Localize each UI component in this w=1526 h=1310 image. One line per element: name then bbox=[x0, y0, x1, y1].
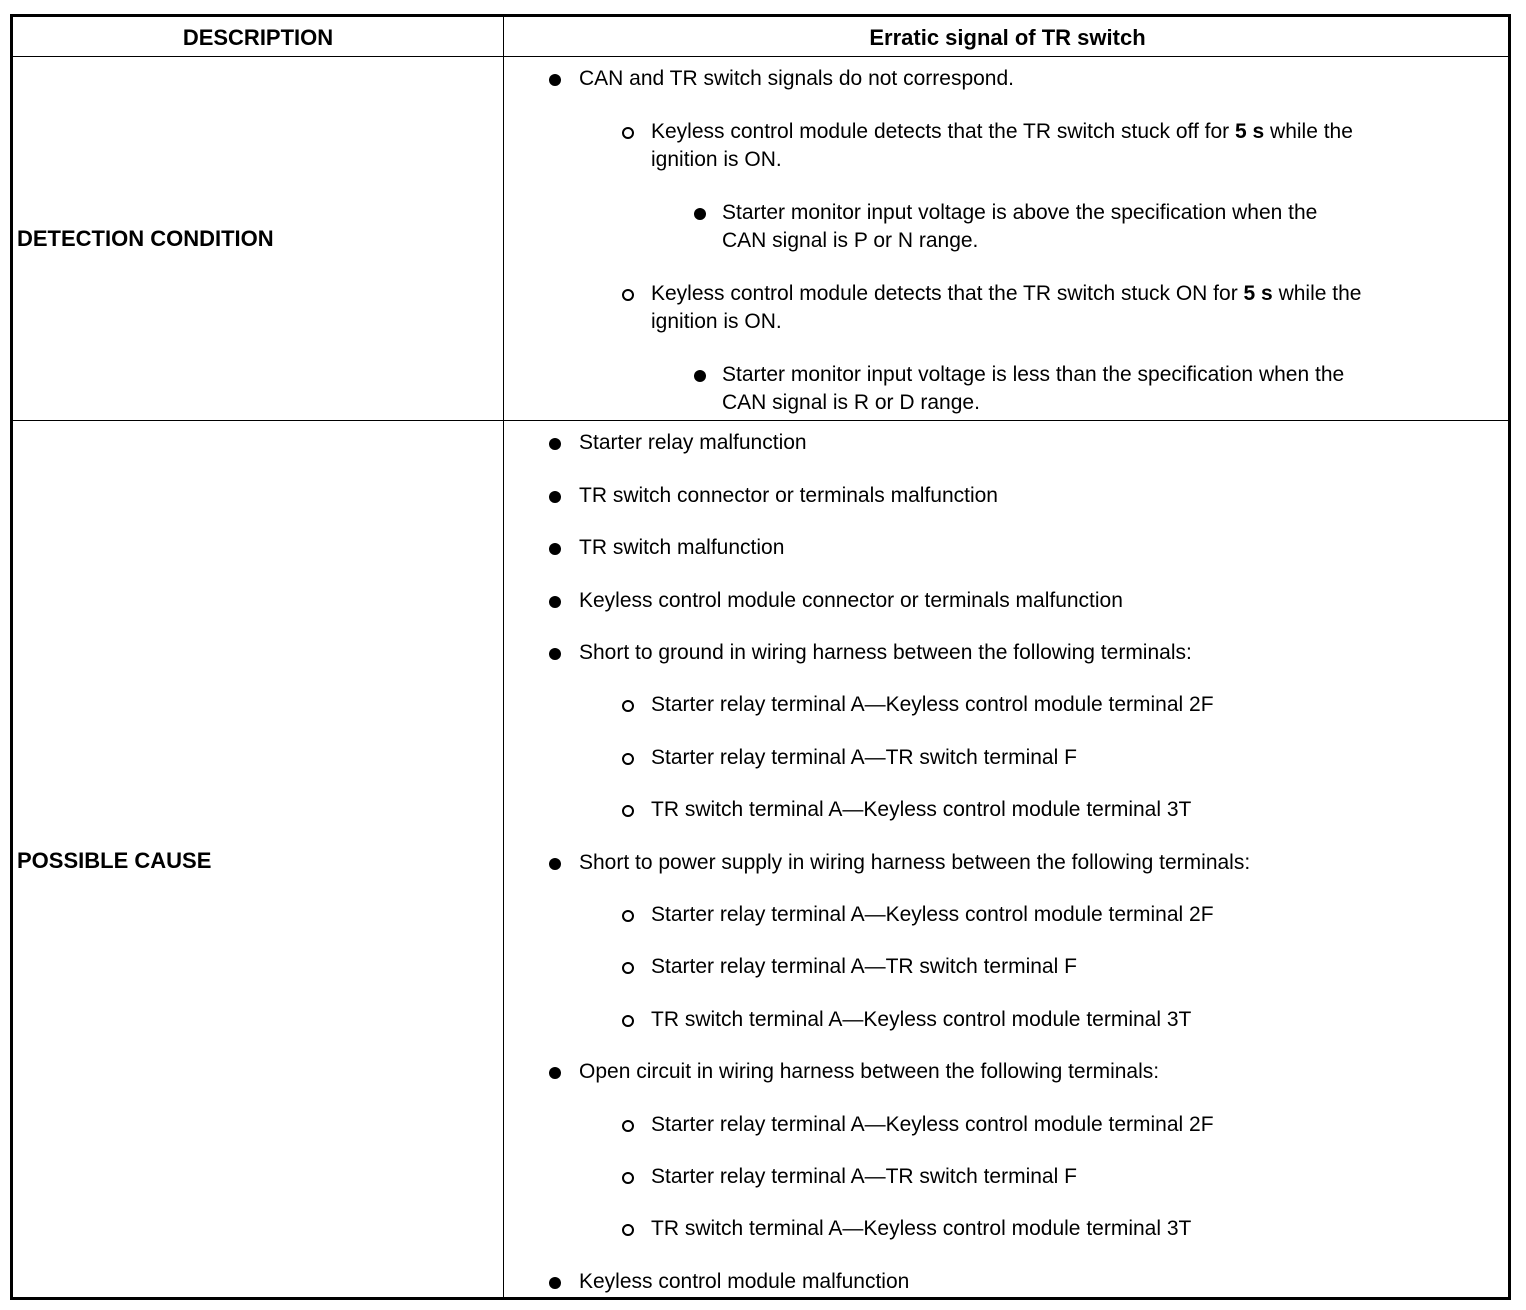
cause-subitem: Starter relay terminal A—TR switch terminal F bbox=[651, 746, 1077, 769]
cause-item: Starter relay malfunction bbox=[579, 431, 807, 454]
cause-subitem: Starter relay terminal A—Keyless control module terminal 2F bbox=[651, 693, 1214, 716]
cause-subitem: Starter relay terminal A—Keyless control module terminal 2F bbox=[651, 903, 1214, 926]
bullet-icon bbox=[549, 491, 561, 503]
cause-item: Keyless control module malfunction bbox=[579, 1270, 910, 1293]
detection-text: ignition is ON. bbox=[651, 310, 782, 333]
header-title: Erratic signal of TR switch bbox=[869, 25, 1146, 50]
bullet-icon bbox=[549, 858, 561, 870]
detection-text: CAN signal is P or N range. bbox=[722, 229, 979, 252]
cause-item: Short to ground in wiring harness between the following terminals: bbox=[579, 641, 1192, 664]
header-description: DESCRIPTION bbox=[182, 25, 334, 50]
column-divider bbox=[503, 17, 504, 1297]
detection-subsubitem bbox=[722, 361, 1344, 417]
diagnostic-table bbox=[10, 14, 1511, 1300]
cause-subitem: TR switch terminal A—Keyless control module terminal 3T bbox=[651, 798, 1192, 821]
bullet-icon bbox=[549, 438, 561, 450]
detection-text: CAN and TR switch signals do not correspond. bbox=[579, 67, 1014, 90]
cause-subitem: TR switch terminal A—Keyless control module terminal 3T bbox=[651, 1217, 1192, 1240]
hollow-bullet-icon bbox=[622, 1172, 634, 1184]
detection-subitem bbox=[651, 118, 1353, 174]
row-divider bbox=[13, 420, 1508, 421]
hollow-bullet-icon bbox=[622, 910, 634, 922]
detection-subsubitem bbox=[722, 199, 1317, 255]
bullet-icon bbox=[694, 208, 706, 220]
detection-text: Starter monitor input voltage is less than the specification when the bbox=[722, 363, 1345, 386]
hollow-bullet-icon bbox=[622, 753, 634, 765]
hollow-bullet-icon bbox=[622, 1224, 634, 1236]
hollow-bullet-icon bbox=[622, 127, 634, 139]
detection-text: Starter monitor input voltage is above the specification when the bbox=[722, 201, 1318, 224]
bullet-icon bbox=[549, 74, 561, 86]
cause-subitem: Starter relay terminal A—TR switch terminal F bbox=[651, 955, 1077, 978]
hollow-bullet-icon bbox=[622, 289, 634, 301]
detection-subitem bbox=[651, 280, 1361, 336]
cause-subitem: TR switch terminal A—Keyless control module terminal 3T bbox=[651, 1008, 1192, 1031]
bullet-icon bbox=[549, 543, 561, 555]
cause-subitem: Starter relay terminal A—TR switch terminal F bbox=[651, 1165, 1077, 1188]
detection-text: CAN signal is R or D range. bbox=[722, 391, 980, 414]
detection-text: Keyless control module detects that the TR switch stuck ON for 5 s while the bbox=[651, 282, 1362, 305]
possible-cause-label: POSSIBLE CAUSE bbox=[17, 848, 212, 873]
detection-condition-label: DETECTION CONDITION bbox=[17, 226, 274, 251]
hollow-bullet-icon bbox=[622, 1015, 634, 1027]
cause-item: Keyless control module connector or terminals malfunction bbox=[579, 589, 1123, 612]
cause-item: TR switch connector or terminals malfunction bbox=[579, 484, 998, 507]
cause-item: Open circuit in wiring harness between the following terminals: bbox=[579, 1060, 1160, 1083]
cause-subitem: Starter relay terminal A—Keyless control module terminal 2F bbox=[651, 1113, 1214, 1136]
detection-text: Keyless control module detects that the TR switch stuck off for 5 s while the bbox=[651, 120, 1353, 143]
bullet-icon bbox=[549, 1067, 561, 1079]
hollow-bullet-icon bbox=[622, 1120, 634, 1132]
cause-item: TR switch malfunction bbox=[579, 536, 785, 559]
cause-item: Short to power supply in wiring harness between the following terminals: bbox=[579, 851, 1251, 874]
bullet-icon bbox=[549, 648, 561, 660]
hollow-bullet-icon bbox=[622, 805, 634, 817]
detection-text: ignition is ON. bbox=[651, 148, 782, 171]
hollow-bullet-icon bbox=[622, 700, 634, 712]
bullet-icon bbox=[549, 596, 561, 608]
bullet-icon bbox=[549, 1277, 561, 1289]
hollow-bullet-icon bbox=[622, 962, 634, 974]
detection-item bbox=[579, 65, 1014, 93]
bullet-icon bbox=[694, 370, 706, 382]
